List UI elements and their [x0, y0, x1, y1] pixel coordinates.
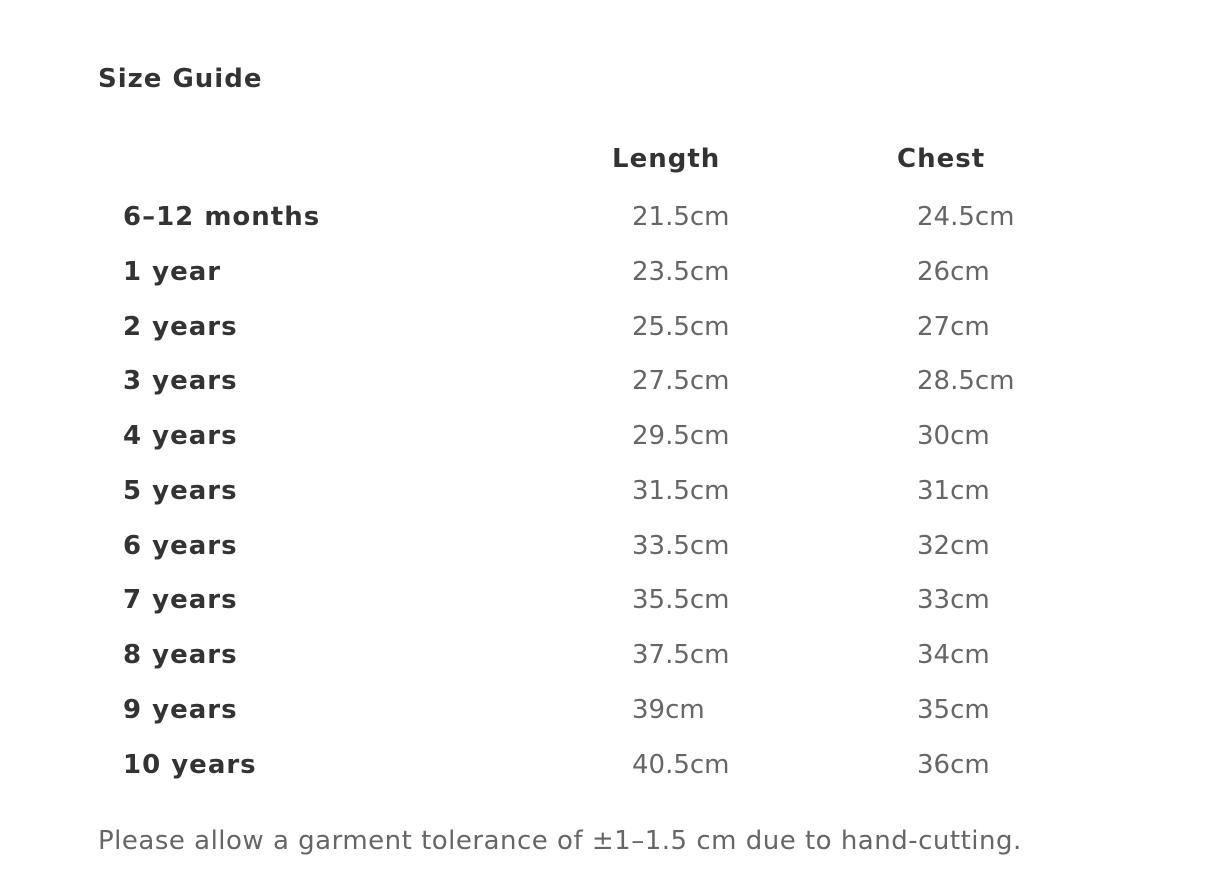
table-row: [0, 582, 1206, 636]
chest-value: 31cm: [917, 476, 990, 506]
length-value: 23.5cm: [632, 257, 730, 287]
table-row: [0, 692, 1206, 746]
chest-value: 28.5cm: [917, 366, 1015, 396]
size-label: 5 years: [123, 476, 238, 506]
length-value: 33.5cm: [632, 531, 730, 561]
column-header-chest: Chest: [897, 144, 986, 174]
chest-value: 35cm: [917, 695, 990, 725]
size-label: 7 years: [123, 585, 238, 615]
chest-value: 27cm: [917, 312, 990, 342]
table-row: [0, 363, 1206, 417]
length-value: 31.5cm: [632, 476, 730, 506]
table-row: [0, 309, 1206, 363]
size-label: 9 years: [123, 695, 238, 725]
chest-value: 32cm: [917, 531, 990, 561]
table-row: [0, 747, 1206, 801]
size-label: 1 year: [123, 257, 222, 287]
page-title: Size Guide: [98, 64, 263, 94]
length-value: 29.5cm: [632, 421, 730, 451]
table-row: [0, 637, 1206, 691]
chest-value: 36cm: [917, 750, 990, 780]
table-row: [0, 473, 1206, 527]
table-row: [0, 254, 1206, 308]
length-value: 27.5cm: [632, 366, 730, 396]
chest-value: 33cm: [917, 585, 990, 615]
size-label: 6 years: [123, 531, 238, 561]
table-row: [0, 418, 1206, 472]
length-value: 39cm: [632, 695, 705, 725]
length-value: 37.5cm: [632, 640, 730, 670]
size-label: 10 years: [123, 750, 257, 780]
table-row: [0, 528, 1206, 582]
column-header-length: Length: [612, 144, 721, 174]
size-label: 4 years: [123, 421, 238, 451]
tolerance-note: Please allow a garment tolerance of ±1–1.5 cm due to hand-cutting.: [98, 826, 1022, 856]
size-label: 6–12 months: [123, 202, 321, 232]
size-label: 8 years: [123, 640, 238, 670]
chest-value: 34cm: [917, 640, 990, 670]
length-value: 25.5cm: [632, 312, 730, 342]
length-value: 40.5cm: [632, 750, 730, 780]
table-row: [0, 199, 1206, 253]
size-label: 3 years: [123, 366, 238, 396]
chest-value: 24.5cm: [917, 202, 1015, 232]
size-label: 2 years: [123, 312, 238, 342]
chest-value: 26cm: [917, 257, 990, 287]
length-value: 35.5cm: [632, 585, 730, 615]
length-value: 21.5cm: [632, 202, 730, 232]
chest-value: 30cm: [917, 421, 990, 451]
